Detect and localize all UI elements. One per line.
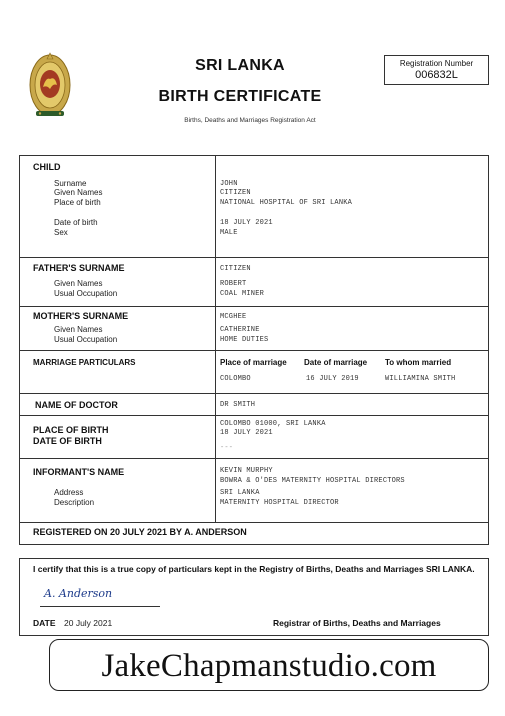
sri-lanka-emblem-icon: [28, 49, 72, 123]
informant-address-value: SRI LANKA: [220, 489, 260, 497]
child-place-of-birth-value: NATIONAL HOSPITAL OF SRI LANKA: [220, 199, 353, 207]
marriage-date-column: Date of marriage: [304, 358, 368, 367]
birth-date-value: 18 JULY 2021: [220, 429, 273, 437]
child-given-names-value: CITIZEN: [220, 189, 251, 197]
informant-name-value: KEVIN MURPHY: [220, 467, 273, 475]
child-sex-label: Sex: [54, 228, 68, 237]
mother-occupation-label: Usual Occupation: [54, 335, 118, 344]
table-column-divider: [215, 156, 216, 523]
date-value: 20 July 2021: [64, 618, 113, 628]
marriage-place-value: COLOMBO: [220, 375, 251, 383]
child-surname-value: JOHN: [220, 180, 238, 188]
child-given-names-label: Given Names: [54, 188, 103, 197]
row-divider: [20, 350, 488, 351]
child-heading: CHILD: [33, 162, 61, 172]
row-divider: [20, 415, 488, 416]
father-given-names-value: ROBERT: [220, 280, 247, 288]
child-place-of-birth-label: Place of birth: [54, 198, 101, 207]
place-of-birth-heading: PLACE OF BIRTH: [33, 425, 109, 435]
child-surname-label: Surname: [54, 179, 87, 188]
row-divider: [20, 306, 488, 307]
marriage-date-value: 16 JULY 2019: [306, 375, 359, 383]
informant-description-value: MATERNITY HOSPITAL DIRECTOR: [220, 499, 339, 507]
doctor-value: DR SMITH: [220, 401, 256, 409]
informant-description-label: Description: [54, 498, 95, 507]
mother-surname-value: MCGHEE: [220, 313, 247, 321]
certification-text: I certify that this is a true copy of particulars kept in the Registry of Births, Deaths and Marriages SRI LANKA.: [33, 564, 475, 574]
marriage-place-column: Place of marriage: [220, 358, 287, 367]
act-reference: Births, Deaths and Marriages Registration Act: [184, 117, 316, 124]
birth-extra-value: ---: [220, 444, 234, 452]
date-label: DATE: [33, 618, 56, 628]
birth-place-value: COLOMBO 01000, SRI LANKA: [220, 420, 326, 428]
row-divider: [20, 458, 488, 459]
father-given-names-label: Given Names: [54, 279, 103, 288]
informant-heading: INFORMANT'S NAME: [33, 467, 125, 477]
mother-given-names-label: Given Names: [54, 325, 103, 334]
date-of-birth-heading: DATE OF BIRTH: [33, 436, 102, 446]
informant-role-value: BOWRA & O'DES MATERNITY HOSPITAL DIRECTORS: [220, 477, 405, 485]
father-occupation-label: Usual Occupation: [54, 289, 118, 298]
father-occupation-value: COAL MINER: [220, 290, 265, 298]
informant-address-label: Address: [54, 488, 84, 497]
watermark-banner: JakeChapmanstudio.com: [49, 639, 489, 691]
marriage-whom-column: To whom married: [385, 358, 452, 367]
signature-line: [40, 606, 160, 607]
child-date-of-birth-label: Date of birth: [54, 218, 98, 227]
registration-number: 006832L: [415, 69, 458, 81]
father-surname-value: CITIZEN: [220, 265, 251, 273]
father-heading: FATHER'S SURNAME: [33, 263, 125, 273]
registered-line: REGISTERED ON 20 JULY 2021 BY A. ANDERSON: [33, 527, 247, 537]
child-date-of-birth-value: 18 JULY 2021: [220, 219, 273, 227]
signature: A. Anderson: [44, 587, 113, 600]
row-divider: [20, 393, 488, 394]
mother-occupation-value: HOME DUTIES: [220, 336, 269, 344]
registration-box: [384, 55, 489, 85]
child-sex-value: MALE: [220, 229, 238, 237]
registrar-title: Registrar of Births, Deaths and Marriages: [273, 618, 441, 628]
mother-given-names-value: CATHERINE: [220, 326, 260, 334]
row-divider: [20, 522, 488, 523]
document-title: BIRTH CERTIFICATE: [158, 88, 322, 105]
marriage-whom-value: WILLIAMINA SMITH: [385, 375, 456, 383]
country-title: SRI LANKA: [195, 57, 285, 74]
row-divider: [20, 257, 488, 258]
mother-heading: MOTHER'S SURNAME: [33, 311, 129, 321]
registration-label: Registration Number: [399, 59, 474, 68]
doctor-heading: NAME OF DOCTOR: [35, 400, 118, 410]
marriage-heading: MARRIAGE PARTICULARS: [33, 358, 136, 367]
